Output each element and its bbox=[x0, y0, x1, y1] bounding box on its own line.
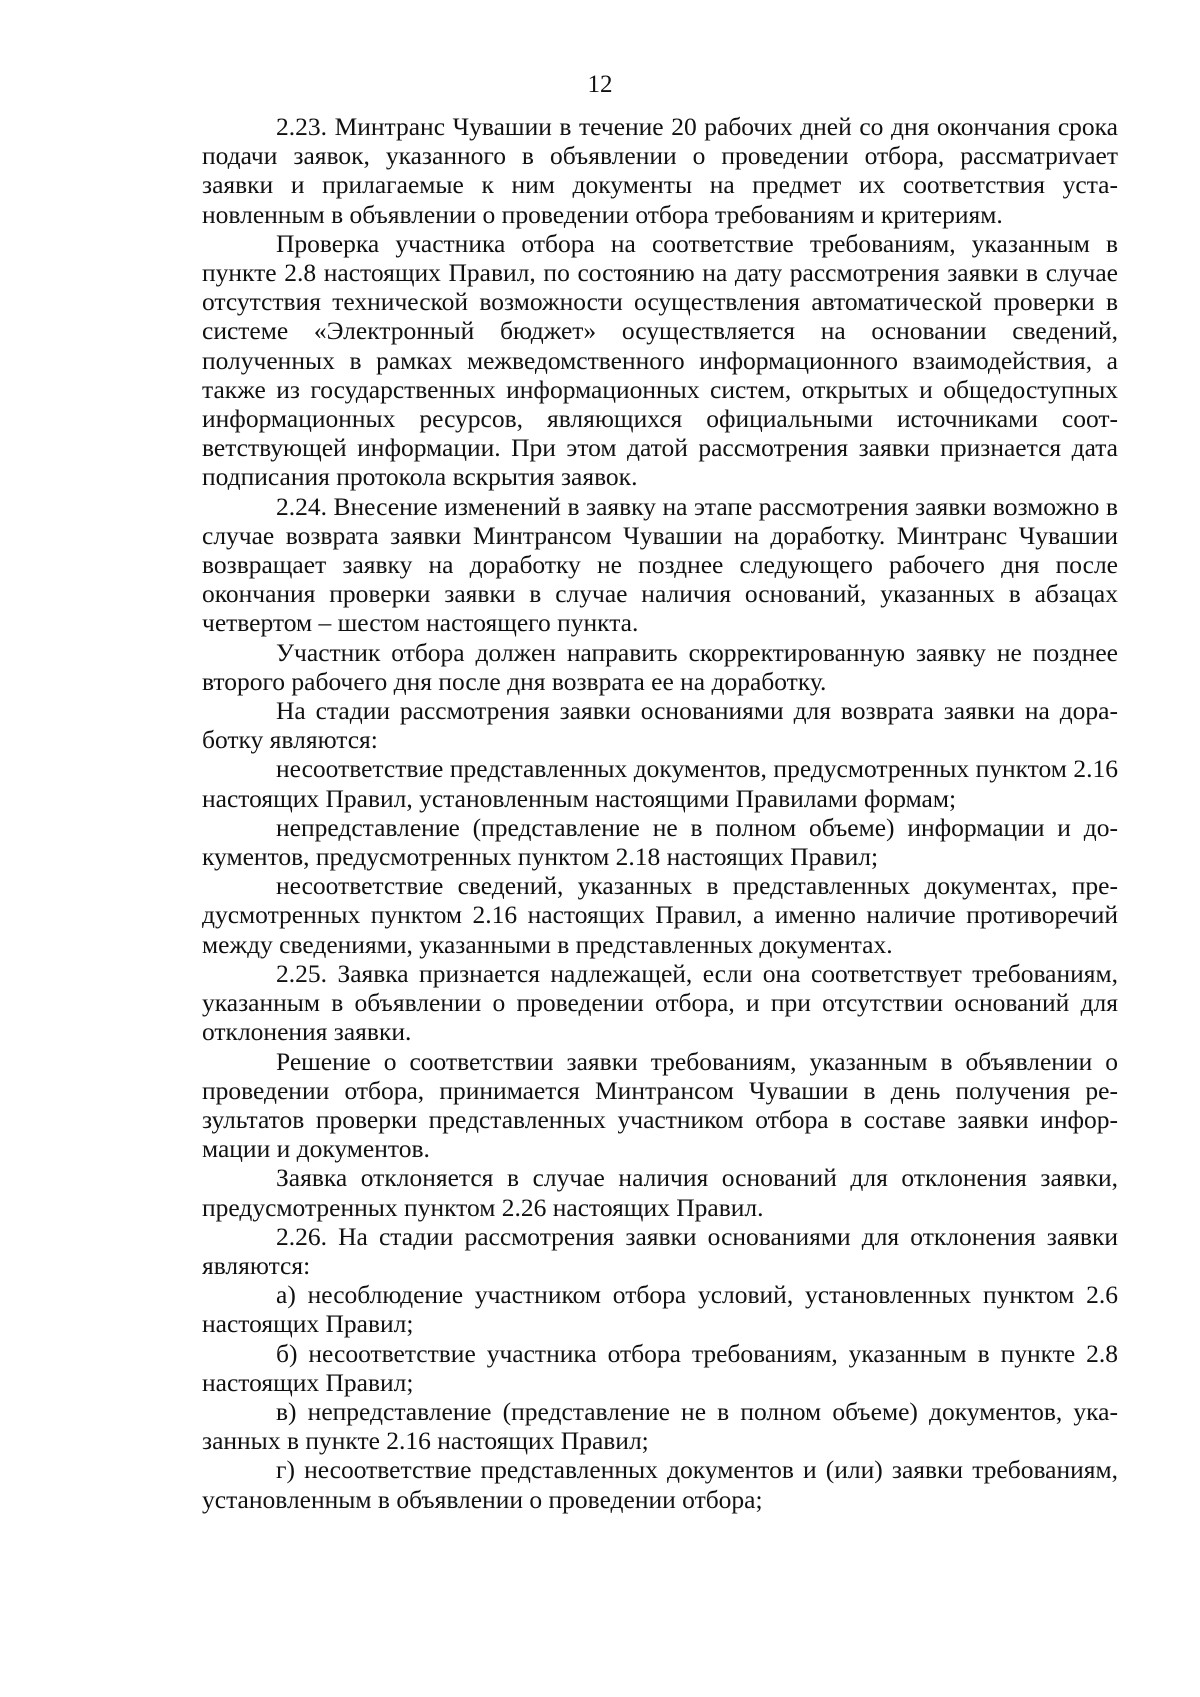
document-body bbox=[202, 112, 1118, 1514]
paragraph: несоответствие представленных документов, предусмотренных пунктом 2.16 настоящих Правил, установленным настоящими Правилами формам; bbox=[202, 754, 1118, 813]
paragraph: На стадии рассмотрения заявки основаниями для возврата заявки на доработку являются: bbox=[202, 696, 1118, 755]
paragraph: б) несоответствие участника отбора требованиям, указанным в пункте 2.8 настоящих Правил; bbox=[202, 1338, 1118, 1397]
paragraph: Заявка отклоняется в случае наличия оснований для отклонения заявки, предусмотренных пунктом 2.26 настоящих Правил. bbox=[202, 1163, 1118, 1222]
page-number: 12 bbox=[587, 71, 613, 98]
paragraph: 2.24. Внесение изменений в заявку на этапе рассмотрения заявки возможно в случае возврата заявки Минтрансом Чувашии на доработку. Минтранс Чувашии возвращает заявку на доработку не позднее следующего рабочего дня после окончания проверки заявки в случае наличия оснований, указанных в абзацах четвертом – шестом настоящего пункта. bbox=[202, 491, 1118, 638]
paragraph: Участник отбора должен направить скорректированную заявку не позднее второго рабочего дня после дня возврата ее на доработку. bbox=[202, 637, 1118, 696]
paragraph: в) непредставление (представление не в полном объеме) документов, указанных в пункте 2.16 настоящих Правил; bbox=[202, 1396, 1118, 1456]
paragraph: Проверка участника отбора на соответствие требованиям, указанным в пункте 2.8 настоящих Правил, по состоянию на дату рассмотрения заявки в случае отсутствия технической возможности осуществления автоматической проверки в системе «Электронный бюджет» осуществляется на основании сведений, полученных в рамках межведомственного информационного взаимодействия, а также из государственных информационных систем, открытых и общедоступных информационных ресурсов, являющихся официальными источниками соответствующей информации. При этом датой рассмотрения заявки признается дата подписания протокола вскрытия заявок. bbox=[202, 228, 1118, 492]
paragraph: г) несоответствие представленных документов и (или) заявки требованиям, установленным в объявлении о проведении отбора; bbox=[202, 1455, 1118, 1514]
paragraph: 2.23. Минтранс Чувашии в течение 20 рабочих дней со дня окончания срока подачи заявок, указанного в объявлении о проведении отбора, рассматриvает заявки и прилагаемые к ним документы на предмет их соответствия установленным в объявлении о проведении отбора требованиям и критериям. bbox=[202, 112, 1118, 229]
paragraph: непредставление (представление не в полном объеме) информации и документов, предусмотренных пунктом 2.18 настоящих Правил; bbox=[202, 812, 1118, 872]
paragraph: 2.26. На стадии рассмотрения заявки основаниями для отклонения заявки являются: bbox=[202, 1221, 1118, 1280]
paragraph: несоответствие сведений, указанных в представленных документах, предусмотренных пунктом 2.16 настоящих Правил, а именно наличие противоречий между сведениями, указанными в представленных документах. bbox=[202, 871, 1118, 959]
paragraph: 2.25. Заявка признается надлежащей, если она соответствует требованиям, указанным в объявлении о проведении отбора, и при отсутствии оснований для отклонения заявки. bbox=[202, 958, 1118, 1047]
paragraph: Решение о соответствии заявки требованиям, указанным в объявлении о проведении отбора, принимается Минтрансом Чувашии в день получения результатов проверки представленных участником отбора в составе заявки информации и документов. bbox=[202, 1046, 1118, 1164]
paragraph: а) несоблюдение участником отбора условий, установленных пунктом 2.6 настоящих Правил; bbox=[202, 1280, 1118, 1339]
